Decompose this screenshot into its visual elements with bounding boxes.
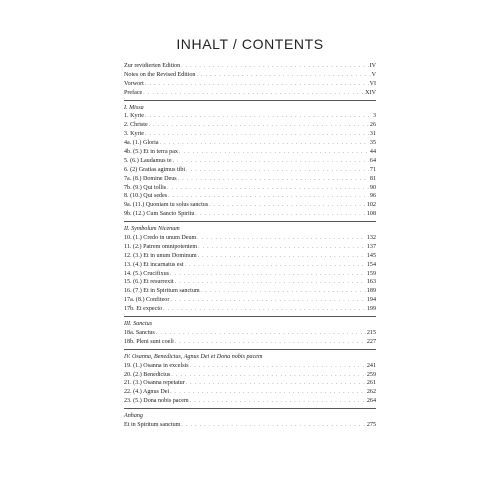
toc-entry-page: XIV bbox=[365, 89, 376, 96]
dot-leader bbox=[190, 397, 366, 406]
table-of-contents bbox=[124, 60, 376, 430]
toc-entry-page: 96 bbox=[369, 193, 376, 200]
section-divider bbox=[124, 349, 376, 350]
toc-entry bbox=[124, 121, 376, 130]
toc-entry bbox=[124, 210, 376, 219]
dot-leader bbox=[195, 210, 365, 219]
toc-entry-label: 13. (4.) Et incarnatus est bbox=[124, 261, 184, 268]
toc-entry-label: 14. (5.) Crucifixus bbox=[124, 270, 170, 277]
dot-leader bbox=[145, 112, 372, 121]
toc-entry bbox=[124, 270, 376, 279]
section-heading: III. Sanctus bbox=[124, 321, 153, 328]
toc-entry-page: 154 bbox=[366, 261, 376, 268]
toc-entry-page: 261 bbox=[366, 380, 376, 387]
toc-entry bbox=[124, 62, 376, 71]
dot-leader bbox=[196, 71, 370, 80]
dot-leader bbox=[149, 121, 369, 130]
toc-entry-label: 12. (3.) Et in unum Dominum bbox=[124, 252, 197, 259]
toc-entry-page: 81 bbox=[369, 175, 376, 182]
toc-entry bbox=[124, 71, 376, 80]
toc-entry-label: 8. (10.) Qui sedes bbox=[124, 193, 168, 200]
dot-leader bbox=[170, 270, 366, 279]
toc-entry-label: 6. (2) Gratias agimus tibi bbox=[124, 166, 186, 173]
toc-entry bbox=[124, 166, 376, 175]
toc-entry-page: 35 bbox=[369, 140, 376, 147]
toc-entry-page: 3 bbox=[372, 113, 376, 120]
toc-entry bbox=[124, 287, 376, 296]
toc-entry-page: 227 bbox=[366, 338, 376, 345]
section-heading: I. Missa bbox=[124, 104, 144, 111]
toc-entry bbox=[124, 148, 376, 157]
dot-leader bbox=[209, 201, 366, 210]
dot-leader bbox=[179, 148, 369, 157]
toc-entry-page: IV bbox=[369, 63, 376, 69]
toc-entry-label: 20. (2.) Benedictus bbox=[124, 371, 171, 378]
toc-entry bbox=[124, 379, 376, 388]
dot-leader bbox=[175, 338, 366, 347]
toc-entry bbox=[124, 278, 376, 287]
dot-leader bbox=[160, 139, 369, 148]
toc-entry-page: 64 bbox=[369, 157, 376, 164]
dot-leader bbox=[197, 234, 366, 243]
toc-entry-label: 16. (7.) Et in Spiritum sanctum bbox=[124, 288, 200, 295]
toc-entry bbox=[124, 201, 376, 210]
toc-entry-label: 22. (4.) Agnus Dei bbox=[124, 389, 170, 396]
dot-leader bbox=[181, 421, 365, 430]
toc-entry-page: 26 bbox=[369, 122, 376, 129]
dot-leader bbox=[170, 296, 366, 305]
toc-entry-label: 7a. (8.) Domine Deus bbox=[124, 175, 177, 182]
toc-entry-page: 102 bbox=[366, 202, 376, 209]
toc-entry-label: 17b. Et expecto bbox=[124, 306, 163, 313]
toc-entry bbox=[124, 338, 376, 347]
section-heading: II. Symbolum Nicenum bbox=[124, 226, 180, 233]
dot-leader bbox=[201, 287, 366, 296]
toc-entry bbox=[124, 184, 376, 193]
toc-entry-page: 108 bbox=[366, 211, 376, 218]
toc-entry bbox=[124, 234, 376, 243]
dot-leader bbox=[163, 305, 366, 314]
toc-entry-page: 163 bbox=[366, 279, 376, 286]
toc-entry-label: 19. (1.) Osanna in excelsis bbox=[124, 362, 189, 369]
toc-entry-label: Notes on the Revised Edition bbox=[124, 71, 196, 78]
toc-entry-label: 15. (6.) Et resurrexit bbox=[124, 279, 174, 286]
toc-entry-page: 189 bbox=[366, 288, 376, 295]
page-title: INHALT / CONTENTS bbox=[176, 36, 324, 52]
toc-entry-page: 215 bbox=[366, 329, 376, 336]
sections-container bbox=[124, 100, 376, 430]
toc-entry-page: 199 bbox=[366, 306, 376, 313]
toc-entry-page: 159 bbox=[366, 270, 376, 277]
toc-entry-label: Et in Spiritum sanctum bbox=[124, 421, 181, 428]
toc-entry-page: 137 bbox=[366, 243, 376, 250]
toc-entry-page: 262 bbox=[366, 389, 376, 396]
toc-entry-label: 23. (5.) Dona nobis pacem bbox=[124, 398, 189, 405]
toc-entry-label: 10. (1.) Credo in unum Deum bbox=[124, 235, 197, 242]
section-heading: Anhang bbox=[124, 413, 143, 420]
toc-entry bbox=[124, 388, 376, 397]
dot-leader bbox=[175, 278, 366, 287]
toc-entry-page: 31 bbox=[369, 131, 376, 138]
toc-entry bbox=[124, 371, 376, 380]
section-divider bbox=[124, 316, 376, 317]
toc-entry-page: V bbox=[371, 71, 376, 78]
toc-entry-page: 145 bbox=[366, 252, 376, 259]
toc-entry-label: 18b. Pleni sunt coeli bbox=[124, 338, 174, 345]
section-divider bbox=[124, 221, 376, 222]
toc-entry-page: VI bbox=[369, 80, 376, 87]
toc-entry-page: 194 bbox=[366, 297, 376, 304]
toc-entry bbox=[124, 421, 376, 430]
toc-entry-label: 4b. (5.) Et in terra pax bbox=[124, 149, 178, 156]
toc-entry-label: Preface bbox=[124, 89, 143, 96]
dot-leader bbox=[181, 62, 368, 71]
toc-entry bbox=[124, 157, 376, 166]
section-heading: IV. Osanna, Benedictus, Agnus Dei et Dona nobis pacem bbox=[124, 353, 263, 360]
toc-entry bbox=[124, 261, 376, 270]
toc-entry-label: 9a. (11.) Quoniam tu solus sanctus bbox=[124, 202, 209, 209]
toc-entry bbox=[124, 252, 376, 261]
dot-leader bbox=[173, 157, 369, 166]
dot-leader bbox=[185, 261, 366, 270]
toc-entry-label: 4a. (1.) Gloria bbox=[124, 140, 159, 147]
toc-entry-page: 264 bbox=[366, 398, 376, 405]
toc-entry-page: 44 bbox=[369, 149, 376, 156]
toc-entry bbox=[124, 80, 376, 89]
dot-leader bbox=[145, 130, 369, 139]
dot-leader bbox=[170, 388, 366, 397]
toc-entry-label: 17a. (8.) Confiteor bbox=[124, 297, 170, 304]
toc-entry bbox=[124, 305, 376, 314]
dot-leader bbox=[190, 362, 366, 371]
toc-entry-label: 9b. (12.) Cum Sancto Spiritu bbox=[124, 211, 195, 218]
dot-leader bbox=[171, 371, 365, 380]
dot-leader bbox=[178, 175, 369, 184]
dot-leader bbox=[143, 89, 364, 98]
toc-entry bbox=[124, 397, 376, 406]
toc-entry-label: 5. (6.) Laudamus te bbox=[124, 157, 172, 164]
dot-leader bbox=[168, 192, 369, 201]
toc-entry bbox=[124, 296, 376, 305]
toc-entry-label: 3. Kyrie bbox=[124, 131, 144, 138]
toc-entry-label: 2. Christe bbox=[124, 122, 148, 129]
dot-leader bbox=[186, 379, 366, 388]
section-divider bbox=[124, 408, 376, 409]
toc-entry-page: 71 bbox=[369, 166, 376, 173]
toc-entry bbox=[124, 139, 376, 148]
dot-leader bbox=[156, 329, 366, 338]
toc-entry-label: 11. (2.) Patrem omnipotentem bbox=[124, 243, 198, 250]
toc-entry bbox=[124, 243, 376, 252]
toc-entry bbox=[124, 89, 376, 98]
toc-entry-page: 132 bbox=[366, 235, 376, 242]
toc-entry-label: Zur revidierten Edition bbox=[124, 63, 181, 69]
toc-entry-label: 18a. Sanctus bbox=[124, 329, 155, 336]
toc-entry-page: 259 bbox=[366, 371, 376, 378]
toc-entry-page: 90 bbox=[369, 184, 376, 191]
toc-entry-page: 241 bbox=[366, 362, 376, 369]
toc-entry bbox=[124, 175, 376, 184]
toc-entry-page: 275 bbox=[366, 421, 376, 428]
toc-entry-label: 1. Kyrie bbox=[124, 113, 144, 120]
toc-entry bbox=[124, 112, 376, 121]
toc-entry bbox=[124, 192, 376, 201]
toc-entry bbox=[124, 362, 376, 371]
toc-entry-label: Vorwort bbox=[124, 80, 144, 87]
dot-leader bbox=[145, 80, 369, 89]
dot-leader bbox=[198, 243, 366, 252]
toc-entry-label: 7b. (9.) Qui tollis bbox=[124, 184, 167, 191]
section-divider bbox=[124, 100, 376, 101]
dot-leader bbox=[167, 184, 369, 193]
toc-entry bbox=[124, 329, 376, 338]
toc-entry-label: 21. (3.) Osanna repetatur bbox=[124, 380, 185, 387]
front-matter-list bbox=[124, 62, 376, 98]
dot-leader bbox=[198, 252, 366, 261]
toc-entry bbox=[124, 130, 376, 139]
dot-leader bbox=[186, 166, 369, 175]
